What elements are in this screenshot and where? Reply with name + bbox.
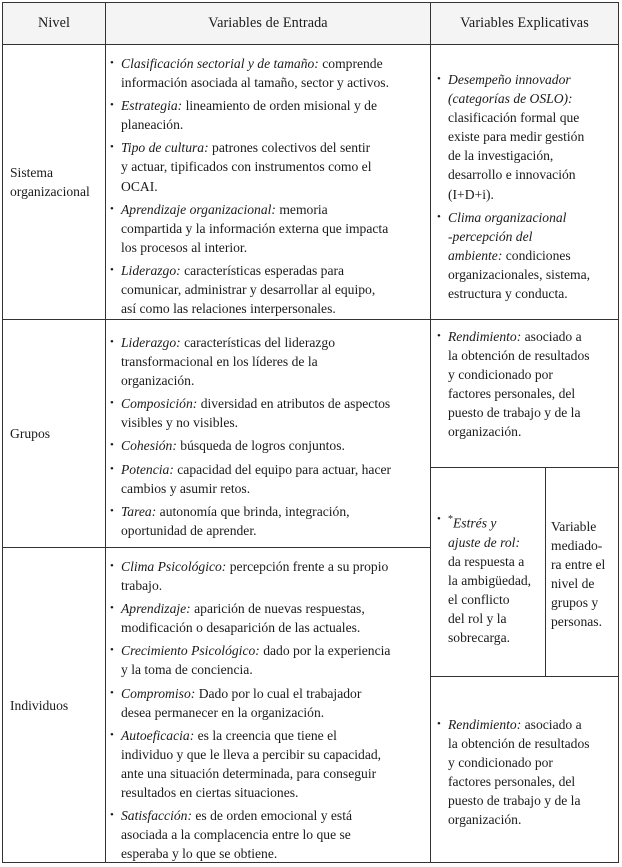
desc-line: y actuar, tipificados con instrumentos como el [121,159,372,175]
term: Potencia: [121,461,174,477]
term: Liderazgo: [121,335,181,350]
desc-line: organización. [448,424,522,440]
desc-line: puesto de trabajo y de la [448,793,581,809]
nivel-line: organizacional [10,184,90,199]
desc-line: oportunidad de aprender. [121,522,257,538]
entrada-individuos [106,553,430,862]
term: Tipo de cultura: [121,140,209,156]
desc-line: desarrollo e innovación [448,167,576,183]
term: Estrategia: [121,98,183,114]
desc-line: diversidad en atributos de aspectos [200,396,391,412]
desc-line: los procesos al interior. [121,239,248,255]
nivel-sistema-organizacional [3,45,105,319]
term: Rendimiento: [448,329,522,344]
explicativas-sistema-organizacional [431,70,618,318]
desc-line: compartida y la información externa que impacta [121,220,389,236]
explicativas-rendimiento2-top-line [430,676,619,677]
desc-line: y condicionado por [448,755,553,771]
desc-line: asociado a [524,329,582,344]
term: Clima Psicológico: [121,559,227,574]
desc-line: memoria [279,201,328,217]
desc-line: y la toma de conciencia. [121,662,253,678]
note-line: nivel de [551,576,595,592]
desc-line: capacidad del equipo para actuar, hacer [177,461,392,477]
desc-line: estructura y conducta. [448,286,568,302]
desc-line: de la investigación, [448,148,554,164]
header-explicativas [431,3,618,44]
desc-line: autonomía que brinda, integración, [159,503,350,519]
mediator-estres [431,510,545,676]
desc-line: lineamiento de orden misional y de [185,98,377,114]
desc-line: modificación o desaparición de las actuales. [121,620,361,636]
desc-line: condiciones [505,247,571,263]
desc-line: OCAI. [121,178,158,194]
entrada-sistema-organizacional [106,50,430,318]
nivel-line: Individuos [10,697,69,713]
desc-line: asociado a [524,717,582,732]
entrada-grupos [106,329,430,546]
desc-line: resultados en ciertas situaciones. [121,785,299,801]
desc-line: organizacionales, sistema, [448,266,591,282]
list-item [437,327,612,442]
desc-line: clasificación formal que [448,110,580,126]
header-nivel-text: Nivel [37,15,71,31]
desc-line: da respuesta a [448,553,525,569]
desc-line: percepción frente a su propio [229,559,389,574]
desc-line: comunicar, administrar y desarrollar al equipo, [121,282,376,298]
nivel-line: Sistema [10,164,54,180]
desc-line: esperaba y lo que se obtiene. [121,846,278,862]
term: Cohesión: [121,438,177,454]
list-item [110,138,424,195]
note-line: ra entre el [551,557,606,573]
list-item [110,261,424,318]
desc-line: la obtención de resultados [448,736,590,752]
list-item [437,208,612,303]
list-item [110,641,424,679]
desc-line: Dado por lo cual el trabajador [198,685,362,701]
term: -percepción del [448,228,533,244]
desc-line: asociada a la complacencia entre lo que se [121,827,351,843]
desc-line: características esperadas para [184,262,345,278]
desc-line: visibles y no visibles. [121,415,239,431]
desc-line: factores personales, del [448,774,576,790]
list-item [110,394,424,432]
nivel-individuos [3,548,105,862]
desc-line: comprende [322,56,383,71]
term: Clasificación sectorial y de tamaño: [121,56,319,71]
term: Aprendizaje: [121,601,191,617]
desc-line: del rol y la [448,611,507,626]
desc-line: puesto de trabajo y de la [448,405,581,421]
desc-line: el conflicto [448,591,510,607]
list-item [110,460,424,498]
desc-line: organización. [121,373,195,389]
term: Compromiso: [121,685,196,701]
explicativas-rendimiento-top-line [430,467,619,468]
list-item [437,715,612,830]
desc-line: planeación. [121,117,184,133]
term: Rendimiento: [448,717,522,732]
desc-line: existe para medir gestión [448,129,585,145]
term: Satisfacción: [121,808,192,824]
desc-line: así como las relaciones interpersonales. [121,301,336,317]
explicativas-grupos-rendimiento [431,327,618,467]
desc-line: sobrecarga. [448,630,511,646]
list-item [110,436,424,455]
nivel-grupos [3,320,105,547]
term: Aprendizaje organizacional: [121,201,276,217]
header-nivel [3,3,105,44]
nivel-line: Grupos [10,426,51,441]
header-entrada [106,3,430,44]
desc-line: y condicionado por [448,367,553,383]
desc-line: transformacional en los líderes de la [121,354,318,370]
term: Clima organizacional [448,209,567,225]
desc-line: individuo y que le lleva a percibir su capacidad, [121,746,382,762]
term: (categorías de OSLO): [448,91,573,107]
list-item [437,70,612,204]
list-item [110,502,424,540]
term: Autoeficacia: [121,727,195,743]
footnote-star: * [448,514,453,525]
list-item [110,333,424,390]
desc-line: la ambigüedad, [448,572,532,588]
desc-line: es la creencia que tiene el [197,727,337,743]
desc-line: dado por la experiencia [263,643,391,659]
note-line: grupos y [551,595,599,611]
desc-line: desea permanecer en la organización. [121,704,325,720]
desc-line: trabajo. [121,578,163,594]
term: Tarea: [121,503,157,519]
desc-line: factores personales, del [448,386,576,402]
desc-line: patrones colectivos del sentir [212,140,371,156]
desc-line: ante una situación determinada, para conseguir [121,765,377,781]
desc-line: información asociada al tamaño, sector y activos. [121,75,389,91]
list-item [437,510,539,647]
list-item [110,726,424,802]
term: Crecimiento Psicológico: [121,643,260,659]
term: ajuste de rol: [448,534,520,550]
desc-line: cambios y asumir retos. [121,480,251,496]
desc-line: (I+D+i). [448,186,494,202]
desc-line: aparición de nuevas respuestas, [194,601,365,617]
note-line: Variable [551,519,597,534]
list-item [110,806,424,863]
mediator-divider [545,467,546,677]
desc-line: búsqueda de logros conjuntos. [180,438,345,454]
desc-line: es de orden emocional y está [195,808,353,824]
term: Composición: [121,396,198,412]
list-item [110,96,424,134]
header-entrada-text: Variables de Entrada [208,15,328,31]
desc-line: la obtención de resultados [448,348,590,364]
desc-line: organización. [448,812,522,828]
mediator-note [551,517,617,667]
list-item [110,557,424,595]
list-item [110,200,424,257]
desc-line: características del liderazgo [184,335,336,350]
list-item [110,599,424,637]
term: Desempeño innovador [448,72,571,87]
explicativas-individuos-rendimiento [431,715,618,861]
list-item [110,54,424,92]
term: ambiente: [448,247,503,263]
term: Liderazgo: [121,262,181,278]
note-line: personas. [551,614,602,630]
note-line: mediado- [551,538,603,554]
list-item [110,684,424,722]
header-explicativas-text: Variables Explicativas [460,15,589,31]
term: Estrés y [453,515,497,531]
